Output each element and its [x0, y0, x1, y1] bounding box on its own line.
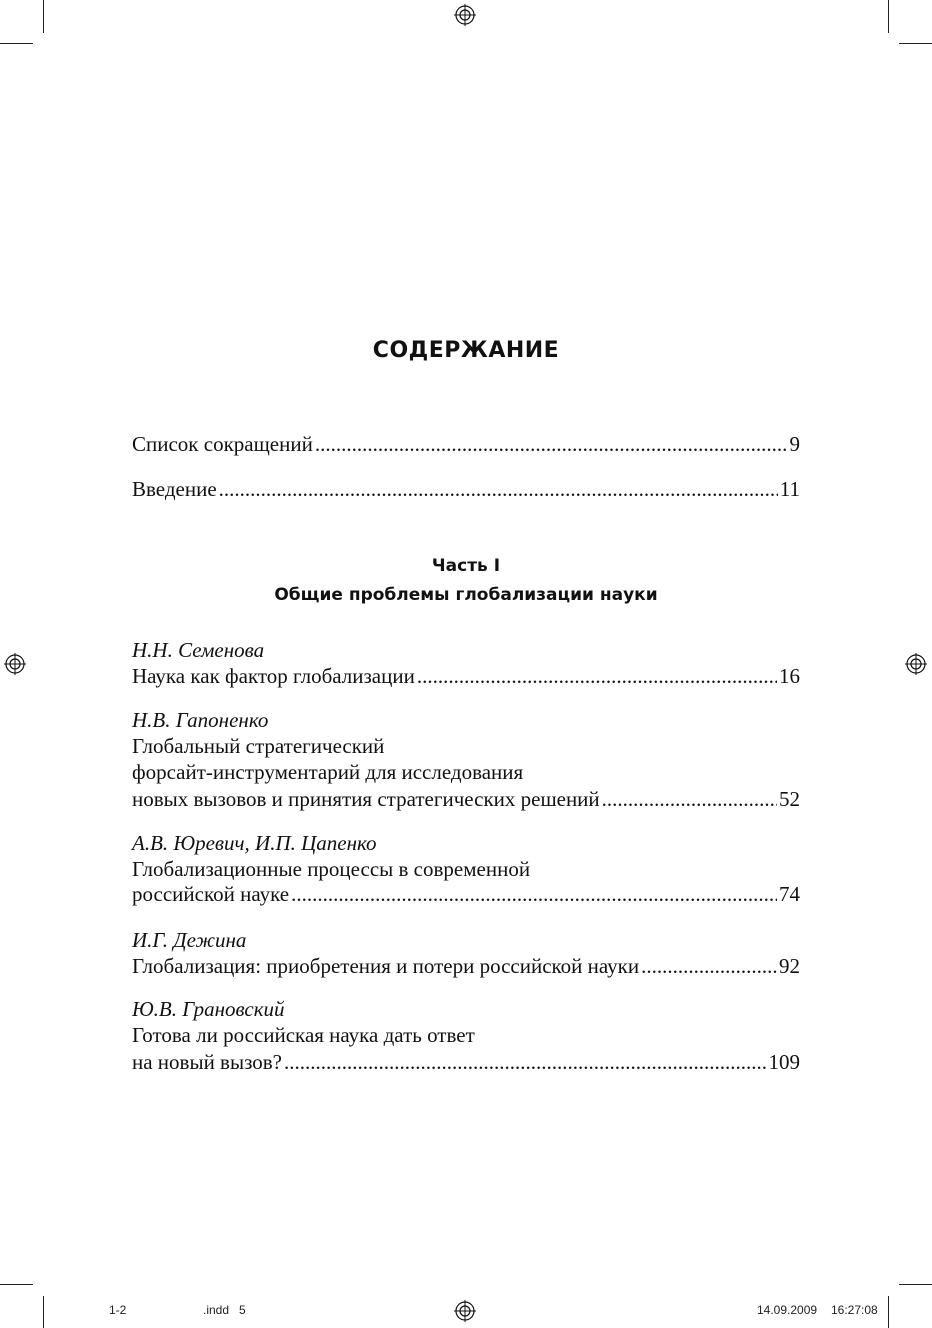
crop-mark — [899, 43, 932, 44]
registration-mark-icon — [4, 653, 26, 675]
article-title-line: Глобализационные процессы в современной — [132, 857, 531, 881]
registration-mark-icon — [454, 1300, 476, 1322]
article-author: А.В. Юревич, И.П. Цапенко — [132, 831, 377, 855]
slug-page: .indd 5 — [203, 1303, 246, 1317]
toc-entry-label: Глобализация: приобретения и потери российской науки — [132, 954, 640, 978]
article-author: Н.В. Гапоненко — [132, 708, 269, 732]
toc-entry — [132, 663, 800, 689]
toc-entry-page: 92 — [779, 954, 800, 978]
toc-entry-label: Наука как фактор глобализации — [132, 664, 415, 688]
crop-mark — [888, 1296, 889, 1328]
toc-entry-label: на новый вызов? — [132, 1050, 282, 1074]
leader-dots — [417, 663, 777, 689]
page-title: СОДЕРЖАНИЕ — [372, 338, 560, 363]
article-author: Ю.В. Грановский — [132, 997, 285, 1021]
slug-time: 16:27:08 — [831, 1303, 878, 1317]
article-title-line: Глобальный стратегический — [132, 734, 385, 758]
crop-mark — [888, 0, 889, 33]
toc-entry — [132, 881, 800, 907]
toc-entry-label: Введение — [132, 477, 217, 501]
toc-entry-page: 52 — [779, 787, 800, 811]
crop-mark — [0, 1284, 33, 1285]
slug-file: 1-2 — [109, 1303, 127, 1317]
crop-mark — [899, 1284, 932, 1285]
toc-entry-page: 16 — [779, 664, 800, 688]
leader-dots — [641, 953, 777, 979]
leader-dots — [291, 881, 777, 907]
toc-entry — [132, 1049, 800, 1075]
toc-entry-page: 9 — [789, 432, 800, 456]
toc-entry — [132, 476, 800, 502]
toc-entry-label: новых вызовов и принятия стратегических решений — [132, 787, 600, 811]
toc-entry-page: 109 — [768, 1050, 800, 1074]
leader-dots — [315, 431, 788, 457]
toc-entry-page: 74 — [779, 882, 800, 906]
part-title: Общие проблемы глобализации науки — [274, 585, 658, 605]
leader-dots — [602, 786, 777, 812]
article-author: Н.Н. Семенова — [132, 638, 265, 662]
crop-mark — [0, 43, 33, 44]
article-title-line: Готова ли российская наука дать ответ — [132, 1023, 475, 1047]
toc-entry — [132, 431, 800, 457]
article-title-line: форсайт-инструментарий для исследования — [132, 760, 524, 784]
toc-entry — [132, 953, 800, 979]
toc-entry — [132, 786, 800, 812]
leader-dots — [219, 476, 778, 502]
toc-entry-page: 11 — [779, 477, 800, 501]
toc-entry-label: Список сокращений — [132, 432, 313, 456]
part-number: Часть I — [431, 556, 501, 576]
leader-dots — [284, 1049, 767, 1075]
crop-mark — [43, 0, 44, 33]
toc-entry-label: российской науке — [132, 882, 290, 906]
article-author: И.Г. Дежина — [132, 928, 247, 952]
crop-mark — [43, 1296, 44, 1328]
slug-date: 14.09.2009 — [757, 1303, 818, 1317]
registration-mark-icon — [905, 653, 927, 675]
registration-mark-icon — [454, 4, 476, 26]
